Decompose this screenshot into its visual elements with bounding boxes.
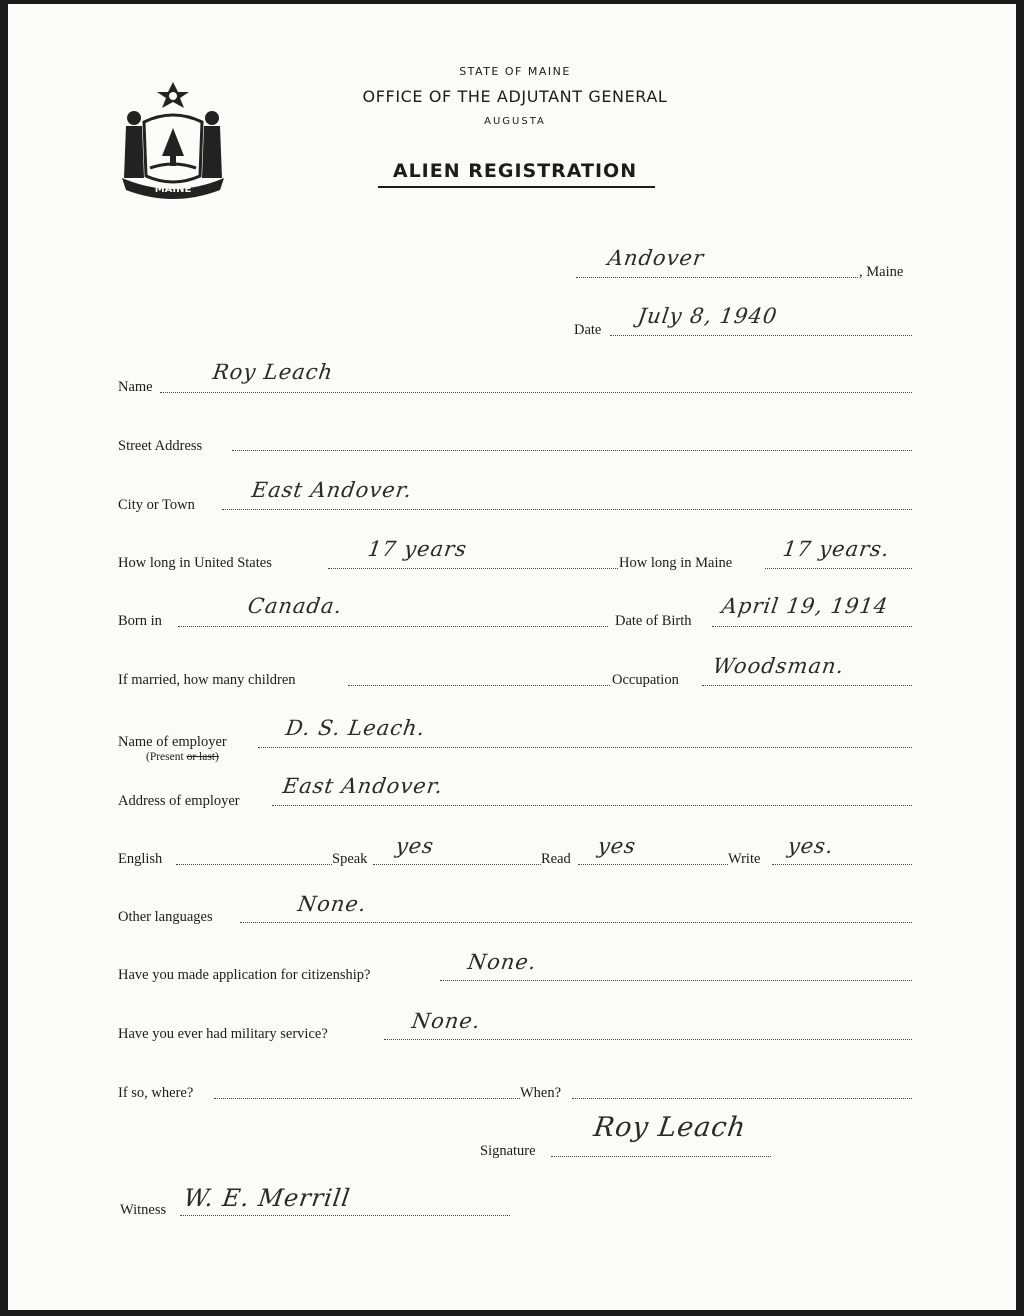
read-line	[578, 864, 728, 865]
in-maine-line	[765, 568, 912, 569]
city-value: East Andover.	[250, 478, 414, 502]
employer-qualifier	[146, 749, 219, 765]
speak-line	[373, 864, 541, 865]
city-label: City or Town	[118, 497, 195, 513]
place-line	[576, 277, 858, 278]
employer-present-text: (Present	[146, 751, 184, 763]
street-label: Street Address	[118, 438, 203, 454]
employer-struck-text: or last)	[186, 751, 219, 763]
occupation-value: Woodsman.	[711, 654, 846, 678]
maine-state-seal-icon	[114, 78, 232, 202]
employer-address-line	[272, 805, 912, 806]
witness-line	[180, 1215, 510, 1216]
witness-label: Witness	[120, 1202, 167, 1218]
street-line	[232, 450, 912, 451]
where-label: If so, where?	[118, 1085, 194, 1101]
citizenship-line	[440, 980, 912, 981]
write-label: Write	[728, 851, 761, 867]
employer-address-label: Address of employer	[118, 793, 240, 809]
employer-line	[258, 747, 912, 748]
occupation-line	[702, 685, 912, 686]
in-maine-label: How long in Maine	[619, 555, 733, 571]
date-value: July 8, 1940	[636, 304, 780, 328]
military-line	[384, 1039, 912, 1040]
other-languages-label: Other languages	[118, 909, 213, 925]
name-label: Name	[118, 379, 153, 395]
dob-value: April 19, 1914	[720, 594, 890, 618]
born-label: Born in	[118, 613, 162, 629]
occupation-label: Occupation	[612, 672, 679, 688]
other-languages-value: None.	[296, 892, 369, 916]
date-line	[610, 335, 912, 336]
place-value: Andover	[606, 246, 706, 270]
employer-label: Name of employer	[118, 734, 227, 750]
speak-value: yes	[394, 834, 436, 858]
dob-label: Date of Birth	[615, 613, 692, 629]
when-line	[572, 1098, 912, 1099]
office-heading: OFFICE OF THE ADJUTANT GENERAL	[362, 87, 668, 106]
seal-banner-text: MAINE	[154, 184, 192, 195]
where-line	[214, 1098, 520, 1099]
citizenship-label: Have you made application for citizenship?	[118, 967, 371, 983]
registration-form	[8, 4, 1016, 1310]
form-title: ALIEN REGISTRATION	[392, 160, 638, 182]
born-value: Canada.	[246, 594, 344, 618]
title-underline	[378, 186, 655, 188]
write-line	[772, 864, 912, 865]
in-us-value: 17 years	[366, 537, 469, 561]
military-value: None.	[410, 1009, 483, 1033]
in-us-line	[328, 568, 618, 569]
name-value: Roy Leach	[211, 360, 335, 384]
name-line	[160, 392, 912, 393]
city-line	[222, 509, 912, 510]
write-value: yes.	[786, 834, 836, 858]
signature-label: Signature	[480, 1143, 536, 1159]
employer-address-value: East Andover.	[281, 774, 445, 798]
signature-value: Roy Leach	[591, 1112, 749, 1143]
born-line	[178, 626, 608, 627]
signature-line	[551, 1156, 771, 1157]
city-heading: AUGUSTA	[484, 116, 546, 127]
children-line	[348, 685, 610, 686]
military-label: Have you ever had military service?	[118, 1026, 328, 1042]
witness-value: W. E. Merrill	[182, 1184, 353, 1212]
state-heading: STATE OF MAINE	[459, 65, 571, 78]
children-label: If married, how many children	[118, 672, 296, 688]
when-label: When?	[520, 1085, 562, 1101]
employer-value: D. S. Leach.	[284, 716, 427, 740]
date-label: Date	[574, 322, 602, 338]
english-label: English	[118, 851, 163, 867]
read-value: yes	[596, 834, 638, 858]
other-languages-line	[240, 922, 912, 923]
in-maine-value: 17 years.	[781, 537, 892, 561]
citizenship-value: None.	[466, 950, 539, 974]
speak-label: Speak	[332, 851, 368, 867]
read-label: Read	[541, 851, 571, 867]
in-us-label: How long in United States	[118, 555, 272, 571]
english-line	[176, 864, 332, 865]
place-suffix: , Maine	[859, 264, 904, 280]
dob-line	[712, 626, 912, 627]
